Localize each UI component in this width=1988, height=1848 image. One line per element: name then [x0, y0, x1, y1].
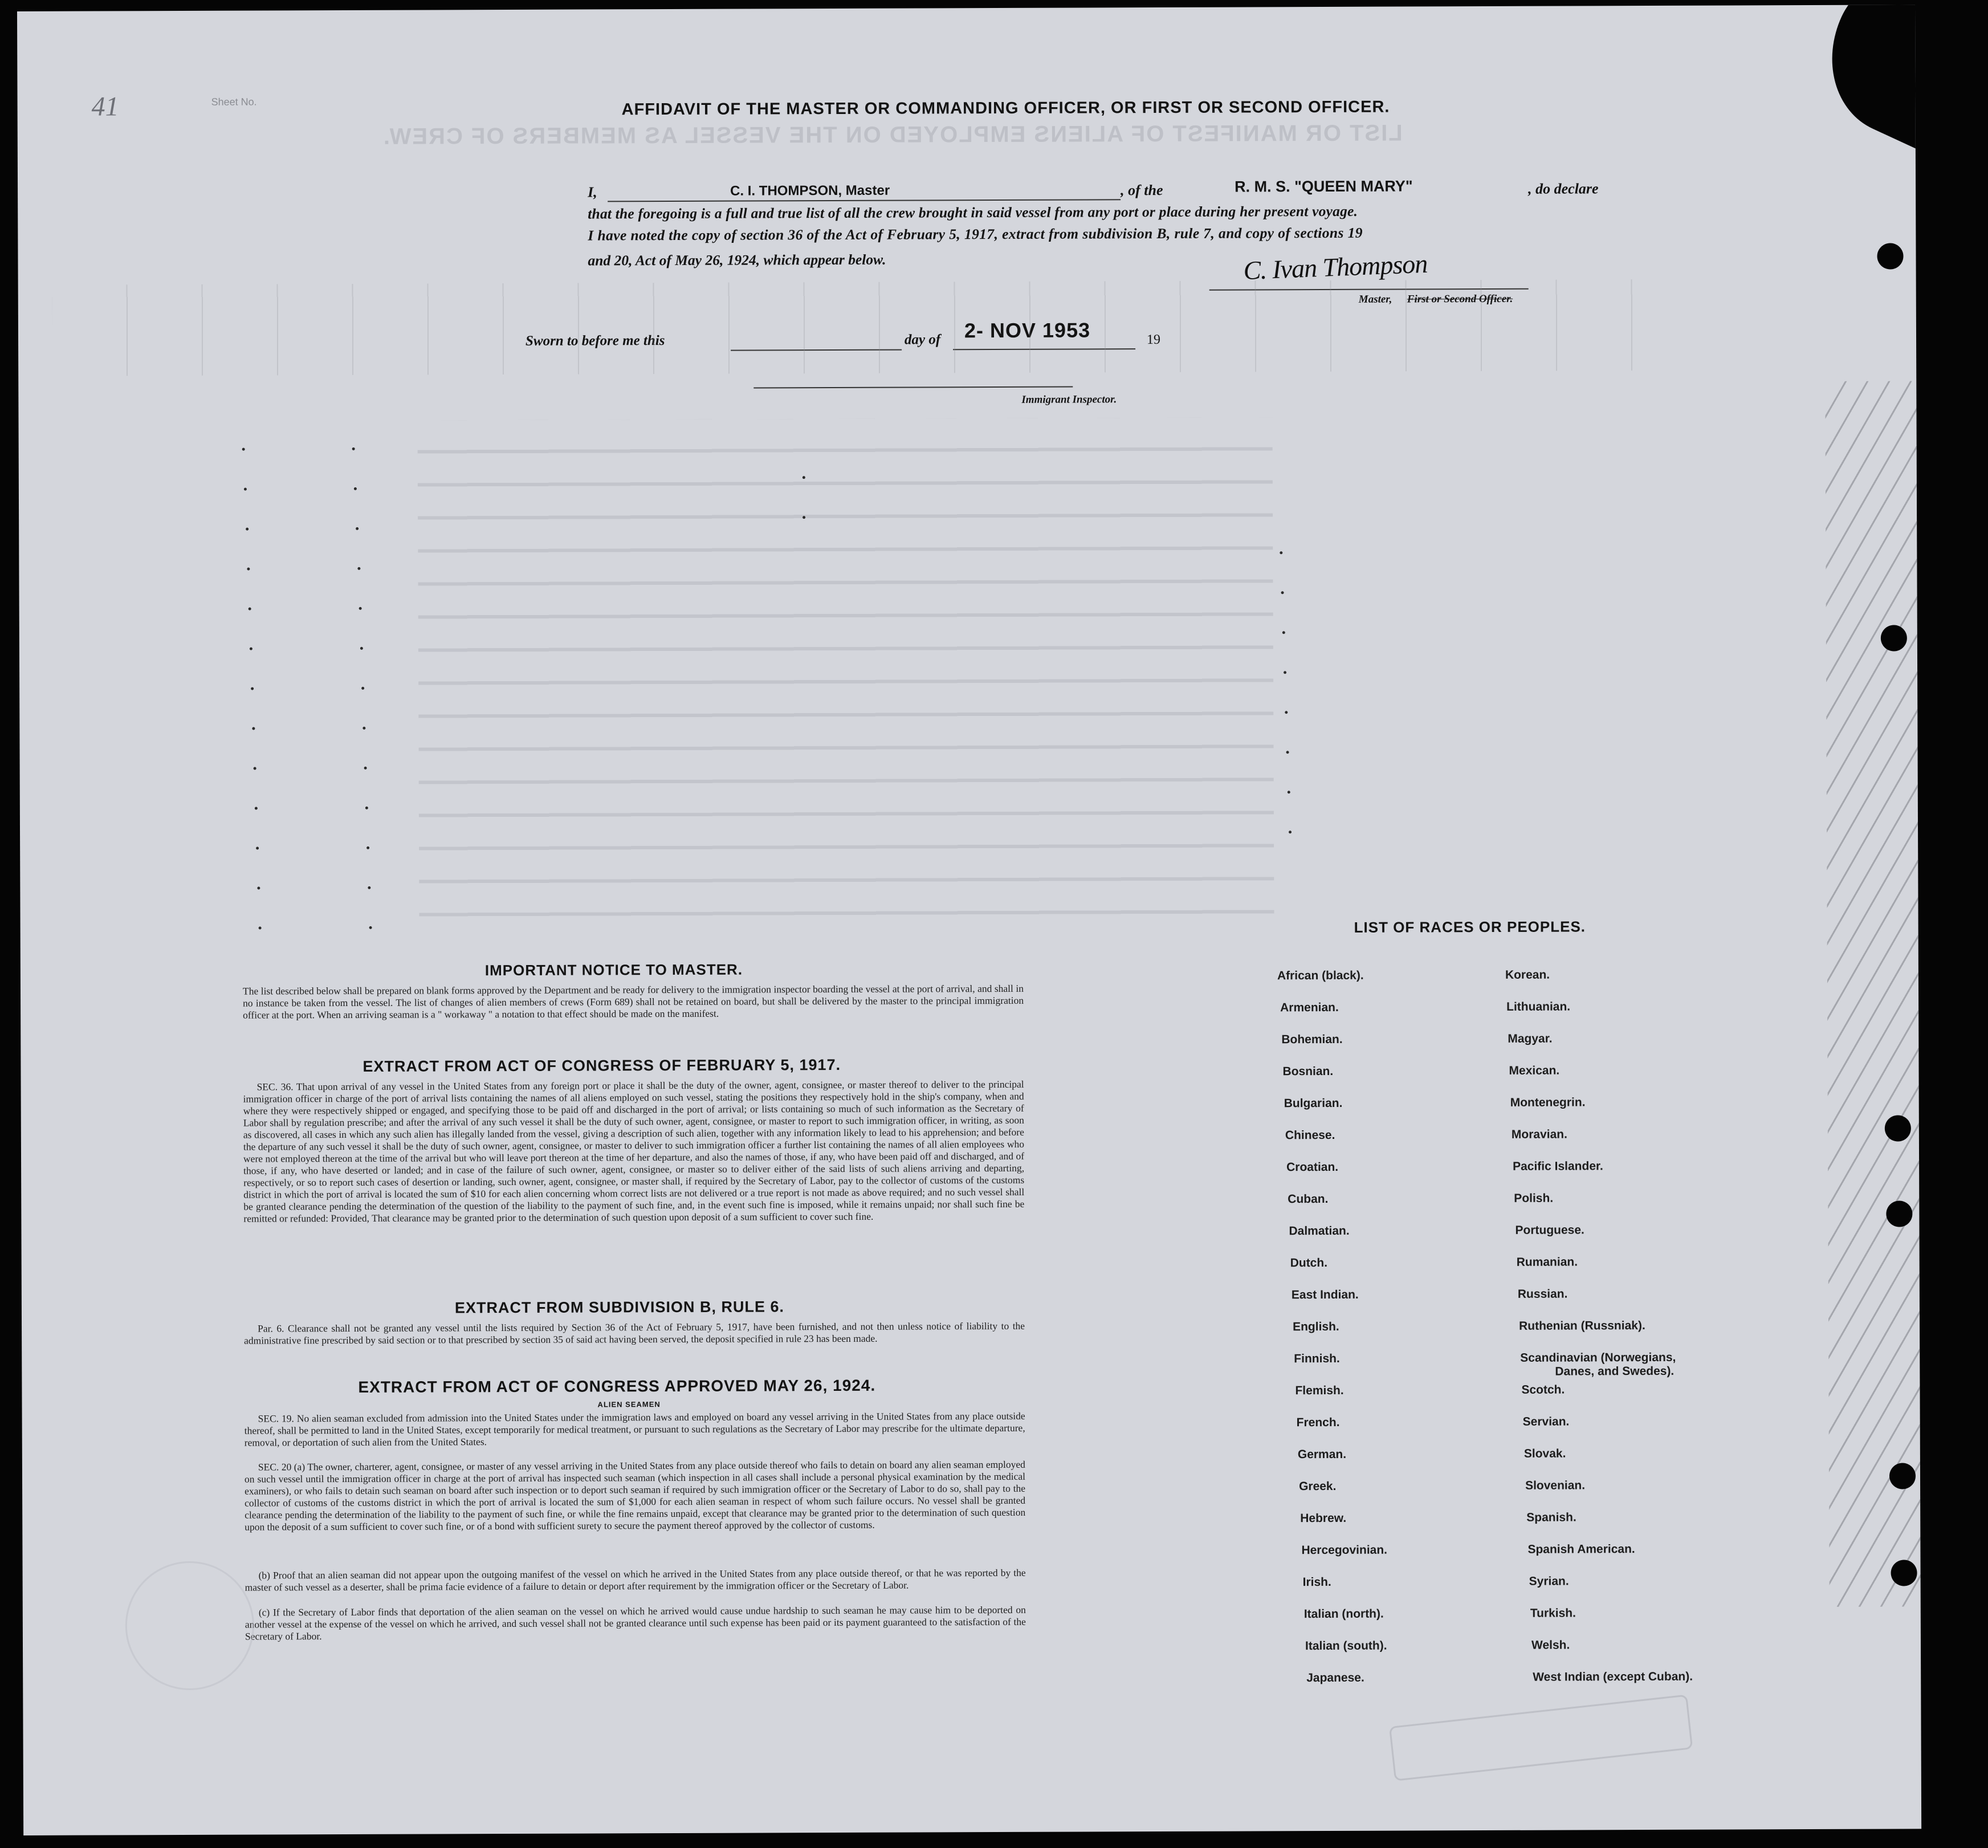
leader-dot	[352, 447, 355, 450]
race-item: Korean.	[1505, 968, 1550, 982]
pencil-hatching-marks	[1825, 381, 1921, 1607]
faint-embossed-seal	[125, 1561, 254, 1691]
race-item: Portuguese.	[1515, 1223, 1584, 1237]
leader-dot	[356, 527, 359, 530]
faint-cunard-stamp	[1389, 1695, 1693, 1781]
sheet-number-value: 41	[91, 91, 119, 122]
race-item: Hercegovinian.	[1301, 1543, 1388, 1557]
leader-dot	[354, 487, 357, 490]
race-item: Ruthenian (Russniak).	[1519, 1319, 1645, 1333]
sworn-label: Sworn to before me this	[525, 333, 665, 349]
race-item: Syrian.	[1529, 1574, 1569, 1588]
race-item: Cuban.	[1288, 1192, 1329, 1206]
leader-dot	[1282, 631, 1285, 634]
race-item: Armenian.	[1280, 1000, 1339, 1015]
leader-dot	[1286, 751, 1289, 754]
affidavit-line1-prefix: I,	[588, 184, 597, 201]
race-item: Danes, and Swedes).	[1555, 1364, 1675, 1378]
leader-dot	[365, 807, 368, 809]
leader-dot	[364, 767, 367, 770]
extract-rule6-body: Par. 6. Clearance shall not be granted any vessel until the lists required by Section 36 of the Act of February 5, 1917, have been furnished, and not then unless notice of liability to the administrative fine prescribed by said section or to that prescribed by section 35 of said act having been served, the deposit specified in rule 23 has been made.	[244, 1320, 1025, 1346]
master-signature: C. Ivan Thompson	[1242, 249, 1428, 286]
race-item: Greek.	[1299, 1479, 1337, 1493]
race-item: French.	[1296, 1415, 1340, 1430]
day-of-label: day of	[904, 332, 941, 348]
race-item: Turkish.	[1530, 1606, 1576, 1620]
inspector-rule	[753, 386, 1073, 389]
leader-dot	[255, 807, 258, 810]
race-item: Pacific Islander.	[1513, 1159, 1603, 1173]
race-item: Rumanian.	[1516, 1255, 1578, 1269]
extract-1924-sec20c: (c) If the Secretary of Labor finds that deportation of the alien seaman on the vessel on which he arrived would cause undue hardship to such seaman he may cause him to be deported on another vessel at the expense of the vessel on which he arrived, and such vessel shall not be granted clearance until such expense has been paid or its payment guaranteed to the satisfaction of the Secretary of Labor.	[245, 1603, 1026, 1642]
leader-dot	[246, 528, 248, 531]
leader-dot	[802, 516, 805, 519]
faint-bleed-crew-rows	[418, 417, 1274, 945]
leader-dot	[360, 647, 363, 650]
leader-dot	[1289, 831, 1292, 833]
leader-dot	[256, 847, 259, 850]
race-item: Scandinavian (Norwegians,	[1520, 1350, 1676, 1365]
struck-officer-label: First or Second Officer.	[1407, 292, 1513, 306]
affidavit-line4: and 20, Act of May 26, 1924, which appear below.	[588, 251, 886, 269]
race-item: Italian (north).	[1303, 1607, 1384, 1621]
race-item: Montenegrin.	[1510, 1096, 1586, 1109]
year-prefix: 19	[1146, 332, 1161, 348]
leader-dot	[1288, 791, 1290, 793]
race-item: Polish.	[1514, 1191, 1554, 1205]
leader-dot	[254, 767, 256, 770]
extract-1917-body: SEC. 36. That upon arrival of any vessel in the United States from any foreign port or place it shall be the duty of the owner, agent, consignee, or master thereof to deliver to the principal immigration officer in charge of the port of arrival lists containing the names of all aliens employed on such vessel, stating the positions they respectively hold in the ship's company, when and where they were respectively shipped or engaged, and specifying those to be paid off and discharged in the port of arrival; or lists containing so much of such information as the Secretary of Labor shall by regulation prescribe; and after the arrival of any such vessel it shall be the duty of such owner, agent, consignee, or master to report to such immigration officer, in writing, as soon as discovered, all cases in which any such alien has illegally landed from the vessel, giving a description of such alien, together with any information likely to lead to his apprehension; and before the departure of any such vessel it shall be the duty of such owner, agent, consignee, or master to deliver to such immigration officer a further list containing the names of all alien employees who were not employed thereon at the time of the arrival but who will leave port thereon at the time of her departure, and also the names of those, if any, who have been paid off and discharged, and of those, if any, who have deserted or landed; and in case of the failure of such owner, agent, consignee, or master so to deliver either of the said lists of such aliens arriving and departing, respectively, or so to report such cases of desertion or landing, such owner, agent, consignee, or master shall, if required by the Secretary of Labor, pay to the collector of customs of the customs district in which the port of arrival is located the sum of $10 for each alien concerning whom correct lists are not delivered or a true report is not made as above required; and no such vessel shall be granted clearance pending the determination of the question of the liability to the payment of such fine, and, in the event such fine is imposed, while it remains unpaid; nor shall such fine be remitted or refunded: Provided, That clearance may be granted prior to the determination of such question upon deposit of a sum sufficient to cover such fine.	[243, 1078, 1025, 1224]
race-item: Lithuanian.	[1506, 1000, 1571, 1013]
extract-1924-sec20b: (b) Proof that an alien seaman did not appear upon the outgoing manifest of the vessel on which he arrived in the United States from any place outside thereof, or that he was reported by the master of such vessel as a deserter, shall be prima facie evidence of a failure to detain or deport after requirement by the immigration officer or the Secretary of Labor.	[245, 1566, 1026, 1593]
race-item: Spanish.	[1526, 1511, 1576, 1524]
race-item: Italian (south).	[1305, 1639, 1387, 1653]
race-item: Spanish American.	[1527, 1542, 1635, 1556]
punch-hole	[1889, 1463, 1916, 1489]
do-declare-label: , do declare	[1528, 180, 1599, 197]
race-item: Mexican.	[1509, 1064, 1560, 1077]
extract-1917-title: EXTRACT FROM ACT OF CONGRESS OF FEBRUARY 5, 1917.	[362, 1056, 841, 1075]
race-item: Bulgarian.	[1284, 1096, 1343, 1110]
race-item: Finnish.	[1294, 1352, 1340, 1366]
document-sheet	[17, 5, 1921, 1835]
master-name-rule	[608, 199, 1121, 202]
leader-dot	[247, 568, 250, 571]
affidavit-title: AFFIDAVIT OF THE MASTER OR COMMANDING OFFICER, OR FIRST OR SECOND OFFICER.	[621, 97, 1390, 119]
race-item: African (black).	[1277, 968, 1364, 983]
race-item: Bohemian.	[1281, 1032, 1343, 1047]
leader-dot	[259, 927, 262, 930]
leader-dot	[366, 846, 369, 849]
leader-dot	[362, 727, 365, 730]
races-title: LIST OF RACES OR PEOPLES.	[1354, 918, 1586, 936]
race-item: Flemish.	[1295, 1383, 1344, 1398]
leader-dot	[1285, 711, 1288, 714]
race-item: East Indian.	[1291, 1288, 1359, 1302]
torn-corner	[1804, 5, 1921, 149]
leader-dot	[248, 608, 251, 610]
race-item: Moravian.	[1511, 1127, 1567, 1141]
leader-dot	[368, 886, 370, 889]
punch-hole	[1886, 1200, 1912, 1227]
leader-dot	[359, 607, 362, 610]
leader-dot	[1281, 591, 1284, 594]
of-the-label: , of the	[1121, 181, 1163, 199]
race-item: Dalmatian.	[1289, 1224, 1350, 1238]
notice-body: The list described below shall be prepared on blank forms approved by the Department and be ready for delivery to the immigration inspector boarding the vessel at the port of arrival, and shall in no instance be taken from the vessel. The list of changes of alien members of crews (Form 689) shall not be retained on board, but shall be delivered by the master to the principal immigration officer at the port. When an arriving seaman is a " workaway " a notation to that effect should be made on the manifest.	[242, 982, 1024, 1021]
race-item: Croatian.	[1286, 1160, 1339, 1174]
leader-dot	[357, 567, 360, 570]
punch-hole	[1891, 1560, 1917, 1586]
leader-dot	[251, 687, 254, 690]
punch-hole	[1877, 243, 1903, 269]
extract-1924-title: EXTRACT FROM ACT OF CONGRESS APPROVED MAY 26, 1924.	[358, 1376, 876, 1396]
affidavit-line3: I have noted the copy of section 36 of the Act of February 5, 1917, extract from subdivision B, rule 7, and copy of sections 19	[588, 224, 1363, 244]
leader-dot	[369, 926, 372, 929]
race-item: West Indian (except Cuban).	[1533, 1670, 1693, 1684]
race-item: Magyar.	[1508, 1032, 1553, 1045]
notice-title: IMPORTANT NOTICE TO MASTER.	[484, 960, 743, 979]
affidavit-line2: that the foregoing is a full and true list of all the crew brought in said vessel from any port or place during her present voyage.	[588, 202, 1358, 222]
inspector-label: Immigrant Inspector.	[1021, 393, 1117, 406]
leader-dot	[1284, 671, 1286, 674]
leader-dot	[802, 476, 805, 479]
leader-dot	[250, 648, 252, 650]
race-item: Servian.	[1522, 1415, 1570, 1428]
race-item: Irish.	[1302, 1575, 1331, 1589]
vessel-name: R. M. S. "QUEEN MARY"	[1235, 177, 1413, 196]
race-item: English.	[1293, 1320, 1339, 1334]
sheet-number-label: Sheet No.	[211, 96, 257, 108]
date-stamp: 2- NOV 1953	[964, 318, 1091, 343]
leader-dot	[1280, 551, 1282, 554]
mirrored-bleed-title: LIST OR MANIFEST OF ALIENS EMPLOYED ON THE VESSEL AS MEMBERS OF CREW.	[382, 120, 1403, 149]
extract-1924-sec19: SEC. 19. No alien seaman excluded from admission into the United States under the immigration laws and employed on board any vessel arriving in the United States from any place outside thereof, shall be permitted to land in the United States, except temporarily for medical treatment, or pursuant to such regulations as the Secretary of Labor may prescribe for the ultimate departure, removal, or deportation of such alien from the United States.	[244, 1410, 1025, 1448]
leader-dot	[257, 887, 260, 890]
extract-rule6-title: EXTRACT FROM SUBDIVISION B, RULE 6.	[454, 1298, 785, 1317]
race-item: Slovenian.	[1525, 1479, 1586, 1492]
punch-hole	[1885, 1115, 1911, 1141]
extract-1924-subtitle: ALIEN SEAMEN	[597, 1400, 661, 1409]
master-label: Master,	[1358, 293, 1392, 306]
leader-dot	[244, 488, 247, 491]
race-item: Bosnian.	[1282, 1064, 1334, 1078]
leader-dot	[252, 727, 255, 730]
leader-dot	[361, 687, 364, 690]
race-item: Hebrew.	[1300, 1511, 1347, 1525]
extract-1924-sec20a: SEC. 20 (a) The owner, charterer, agent, consignee, or master of any vessel arriving in the United States from any place outside thereof who fails to detain on board any alien seaman employed on such vessel until the immigration officer in charge at the port of arrival has inspected such seaman (which inspection in all cases shall include a personal physical examination by the medical examiners), or who fails to detain such seaman on board after such inspection or to deport such seaman if required by such immigration officer or the Secretary of Labor to do so, shall pay to the collector of customs of the customs district in which the port of arrival is located the sum of $1,000 for each alien seaman in respect of whom such failure occurs. No vessel shall be granted clearance pending the determination of the liability to the payment of such fine, or while the fine remains unpaid, except that clearance may be granted prior to the determination of such question upon the deposit of a sum sufficient to cover such fine, or of a bond with sufficient surety to secure the payment thereof approved by the collector of customs.	[244, 1458, 1026, 1533]
faint-bleed-column-headers	[52, 279, 1677, 376]
race-item: Russian.	[1517, 1287, 1568, 1301]
race-item: Slovak.	[1523, 1447, 1566, 1460]
race-item: Chinese.	[1285, 1128, 1335, 1142]
race-item: Japanese.	[1306, 1671, 1364, 1685]
punch-hole	[1881, 625, 1907, 651]
race-item: German.	[1297, 1447, 1347, 1462]
race-item: Scotch.	[1521, 1383, 1565, 1397]
leader-dot	[242, 448, 245, 451]
master-name: C. I. THOMPSON, Master	[730, 182, 890, 199]
race-item: Dutch.	[1290, 1256, 1328, 1270]
race-item: Welsh.	[1531, 1638, 1570, 1652]
